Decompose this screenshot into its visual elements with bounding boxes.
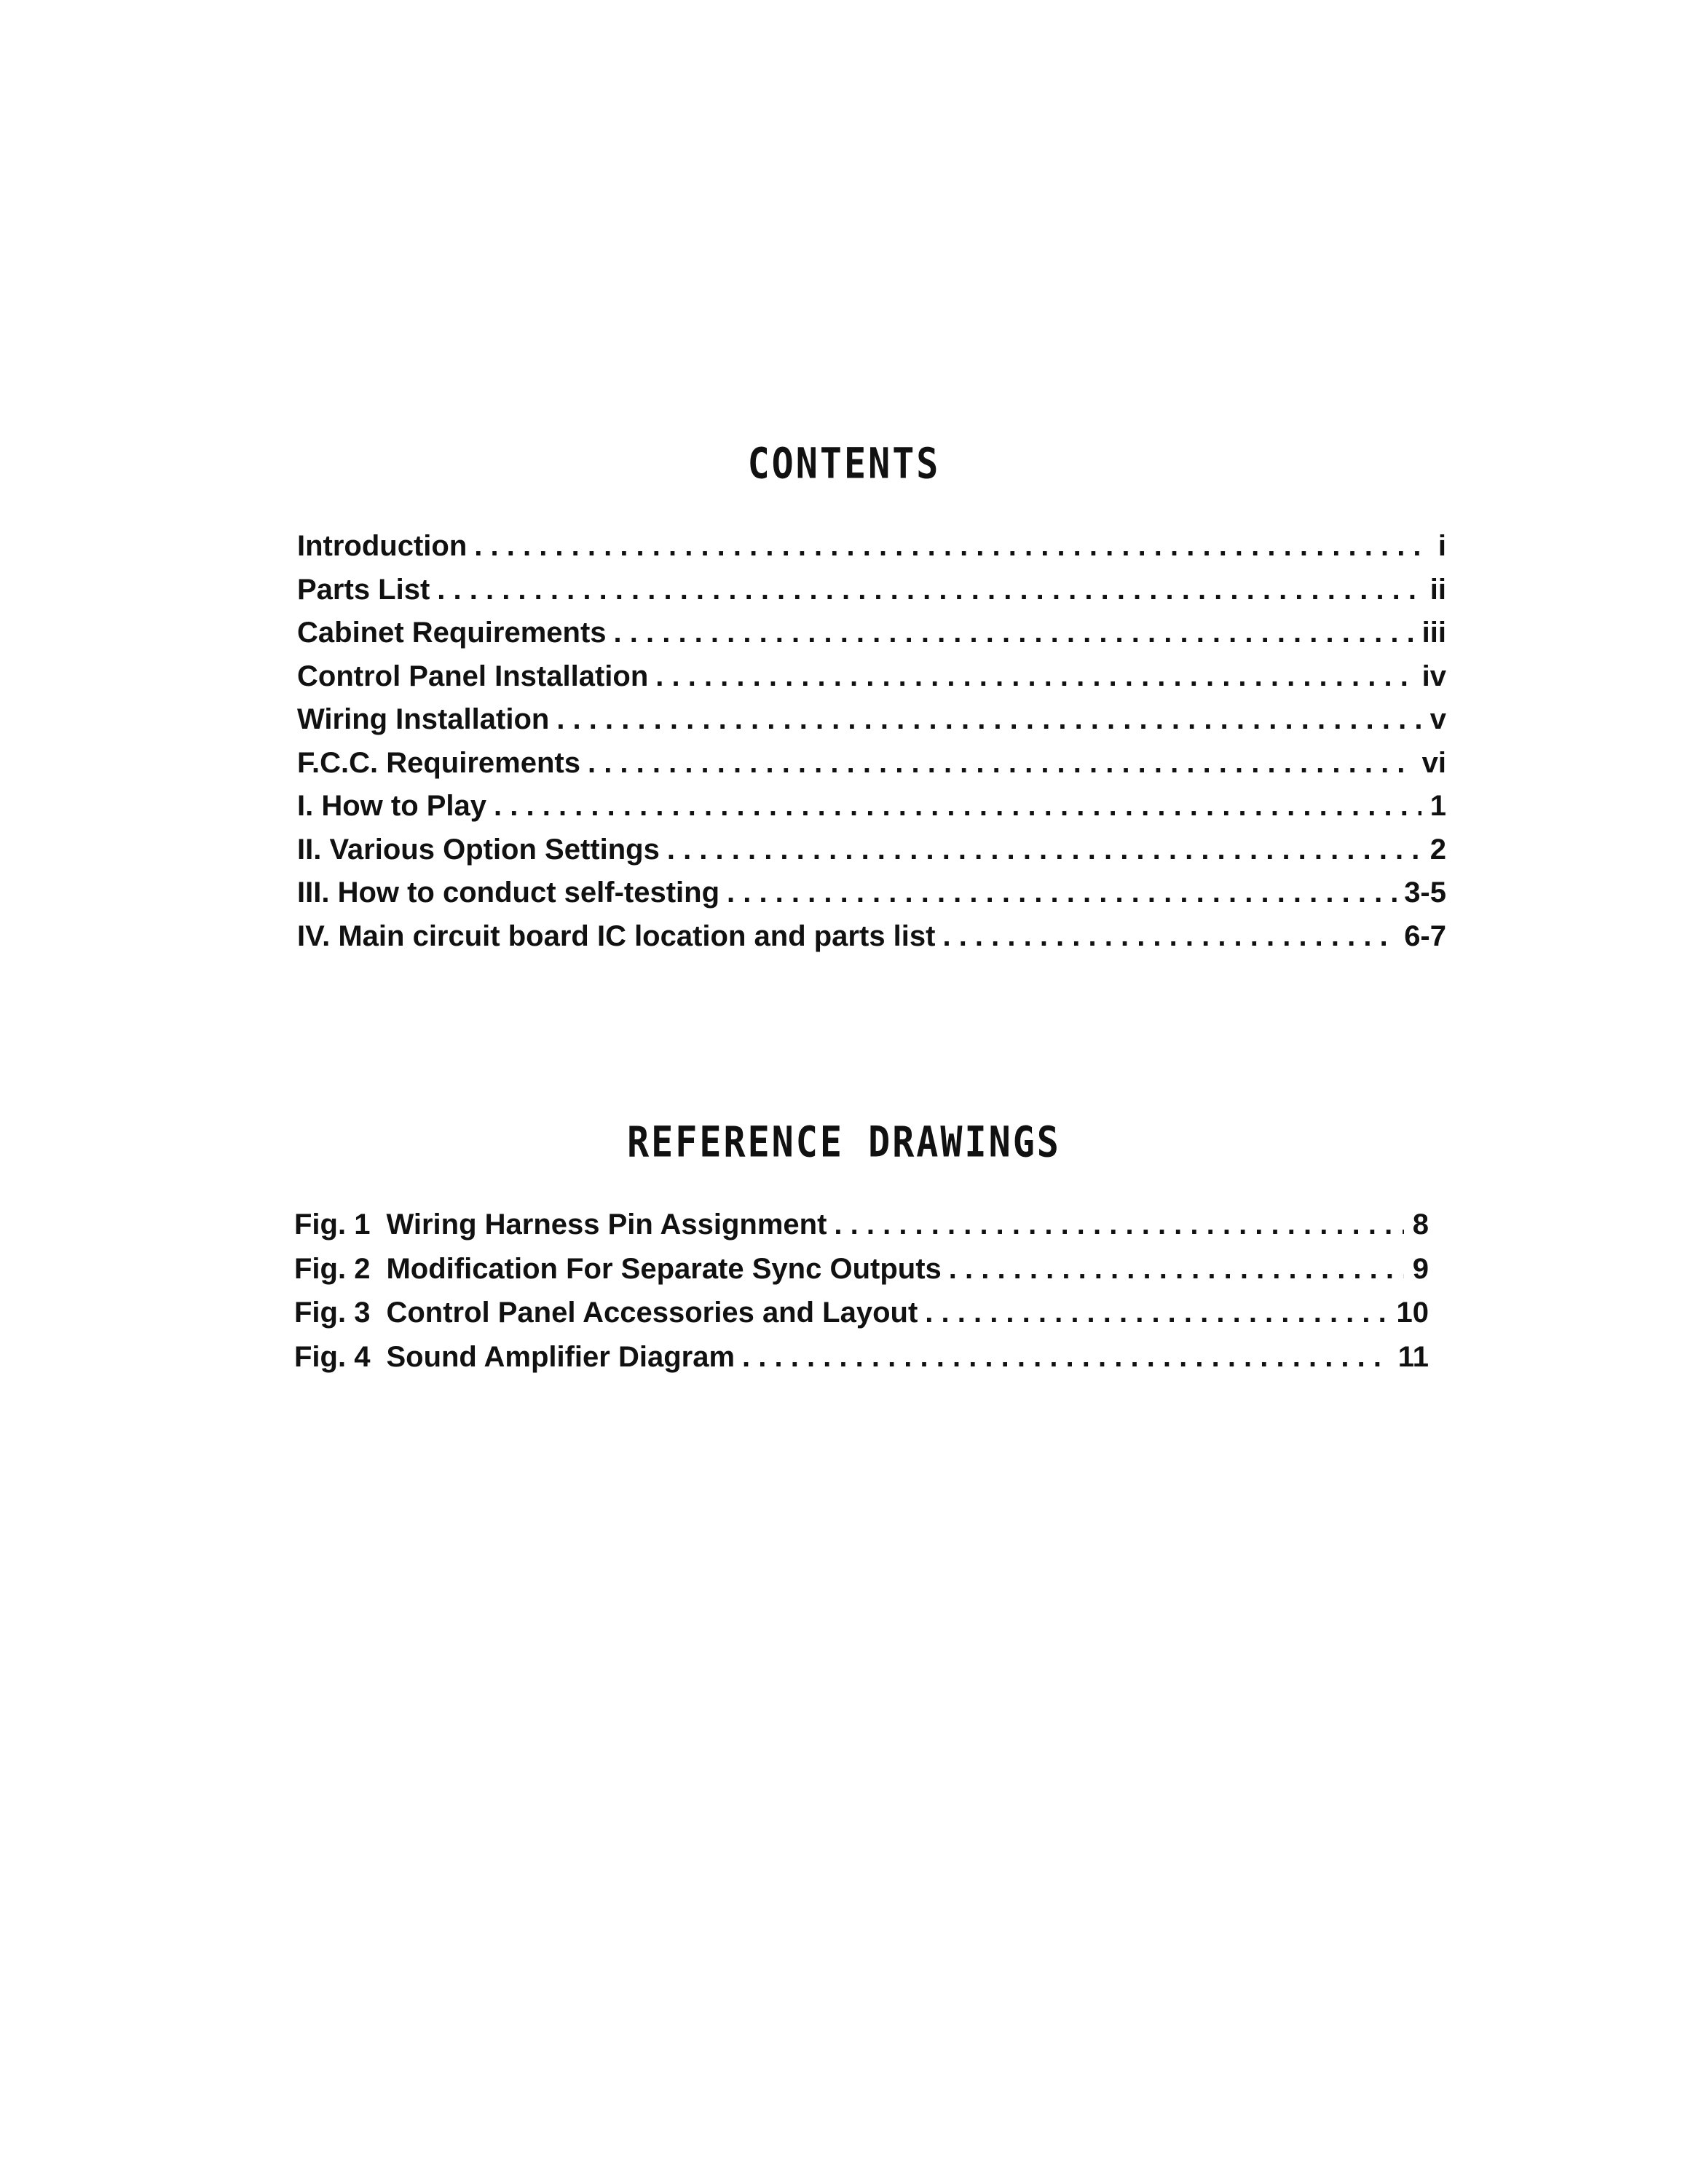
toc-entry-self-testing[interactable] (297, 877, 1446, 920)
toc-entry-how-to-play[interactable] (297, 790, 1446, 834)
figure-number: Fig. 3 (294, 1297, 371, 1329)
toc-entry-page: 2 (1429, 833, 1446, 866)
drawing-entry-fig-1[interactable] (294, 1208, 1429, 1253)
toc-entry-control-panel-installation[interactable] (297, 660, 1446, 704)
contents-title: CONTENTS (747, 439, 941, 488)
figure-number: Fig. 4 (294, 1340, 371, 1373)
dot-leader (925, 1297, 1389, 1329)
dot-leader (727, 877, 1397, 909)
drawing-entry-fig-4[interactable] (294, 1341, 1429, 1385)
toc-entry-label: Parts List (297, 573, 430, 606)
toc-entry-page: iii (1421, 617, 1446, 649)
dot-leader (437, 574, 1421, 606)
drawing-entry-page: 11 (1397, 1340, 1429, 1373)
dot-leader (949, 1253, 1404, 1286)
reference-drawings-title: REFERENCE DRAWINGS (627, 1117, 1061, 1167)
dot-leader (742, 1341, 1391, 1374)
figure-number: Fig. 1 (294, 1208, 371, 1241)
drawing-entry-fig-3[interactable] (294, 1297, 1429, 1341)
dot-leader (588, 747, 1415, 780)
dot-leader (494, 790, 1421, 823)
dot-leader (667, 834, 1421, 866)
dot-leader (614, 617, 1415, 649)
figure-number: Fig. 2 (294, 1252, 371, 1285)
toc-entry-page: 1 (1429, 790, 1446, 822)
dot-leader (655, 660, 1414, 693)
toc-entry-label: F.C.C. Requirements (297, 746, 580, 779)
toc-entry-label: II. Various Option Settings (297, 833, 660, 866)
toc-entry-page: vi (1421, 746, 1446, 779)
contents-list (297, 530, 1446, 963)
toc-entry-label: III. How to conduct self-testing (297, 877, 719, 909)
dot-leader (942, 920, 1397, 953)
toc-entry-cabinet-requirements[interactable] (297, 617, 1446, 660)
drawing-entry-page: 8 (1412, 1208, 1429, 1241)
drawing-entry-label: Wiring Harness Pin Assignment (386, 1208, 827, 1241)
reference-drawings-list (294, 1208, 1429, 1385)
toc-entry-option-settings[interactable] (297, 834, 1446, 877)
toc-entry-label: IV. Main circuit board IC location and parts list (297, 919, 936, 952)
toc-entry-label: Control Panel Installation (297, 660, 649, 692)
toc-entry-page: i (1437, 530, 1446, 562)
dot-leader (474, 530, 1421, 563)
toc-entry-main-circuit-board[interactable] (297, 920, 1446, 964)
drawing-entry-label: Sound Amplifier Diagram (386, 1340, 735, 1373)
toc-entry-page: ii (1429, 573, 1446, 606)
toc-entry-label: Wiring Installation (297, 703, 550, 735)
toc-entry-label: I. How to Play (297, 790, 487, 822)
drawing-entry-fig-2[interactable] (294, 1253, 1429, 1297)
toc-entry-fcc-requirements[interactable] (297, 747, 1446, 791)
dot-leader (556, 703, 1421, 736)
dot-leader (834, 1208, 1404, 1241)
drawing-entry-label: Control Panel Accessories and Layout (386, 1297, 918, 1329)
toc-entry-label: Introduction (297, 530, 468, 562)
toc-entry-page: 6-7 (1404, 919, 1446, 952)
toc-entry-page: iv (1421, 660, 1446, 692)
toc-entry-parts-list[interactable] (297, 574, 1446, 617)
toc-entry-page: v (1429, 703, 1446, 735)
drawing-entry-page: 9 (1412, 1252, 1429, 1285)
toc-entry-wiring-installation[interactable] (297, 703, 1446, 747)
toc-entry-page: 3-5 (1404, 877, 1446, 909)
toc-entry-introduction[interactable] (297, 530, 1446, 574)
drawing-entry-label: Modification For Separate Sync Outputs (386, 1252, 942, 1285)
toc-entry-label: Cabinet Requirements (297, 617, 607, 649)
drawing-entry-page: 10 (1396, 1297, 1429, 1329)
